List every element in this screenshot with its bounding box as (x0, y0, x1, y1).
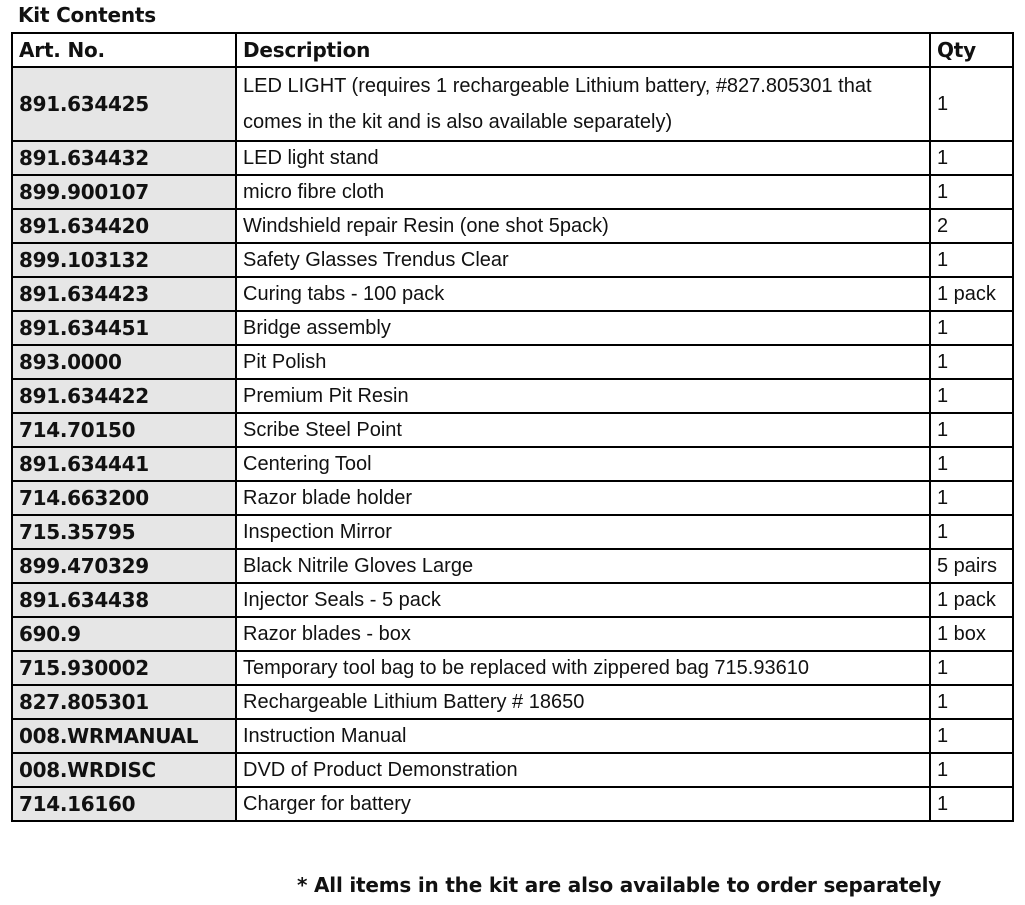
art-no-cell: 891.634420 (12, 209, 236, 243)
description-cell: Premium Pit Resin (236, 379, 930, 413)
table-row (12, 719, 1013, 753)
description-cell: Instruction Manual (236, 719, 930, 753)
column-header-qty: Qty (930, 33, 1013, 67)
table-row (12, 617, 1013, 651)
qty-cell: 1 pack (930, 277, 1013, 311)
qty-cell: 1 (930, 413, 1013, 447)
art-no-cell: 827.805301 (12, 685, 236, 719)
art-no-cell: 715.930002 (12, 651, 236, 685)
qty-cell: 1 (930, 481, 1013, 515)
qty-cell: 1 (930, 345, 1013, 379)
description-cell: Curing tabs - 100 pack (236, 277, 930, 311)
table-row (12, 549, 1013, 583)
page-title: Kit Contents (18, 3, 156, 27)
description-cell: Razor blade holder (236, 481, 930, 515)
qty-cell: 1 (930, 515, 1013, 549)
art-no-cell: 715.35795 (12, 515, 236, 549)
art-no-cell: 891.634423 (12, 277, 236, 311)
table-row (12, 277, 1013, 311)
table-row (12, 447, 1013, 481)
description-cell: Pit Polish (236, 345, 930, 379)
table-row (12, 753, 1013, 787)
table-row (12, 481, 1013, 515)
description-cell: LED light stand (236, 141, 930, 175)
art-no-cell: 008.WRDISC (12, 753, 236, 787)
description-cell: Centering Tool (236, 447, 930, 481)
qty-cell: 1 (930, 67, 1013, 141)
description-cell: Temporary tool bag to be replaced with zippered bag 715.93610 (236, 651, 930, 685)
table-row (12, 175, 1013, 209)
art-no-cell: 891.634432 (12, 141, 236, 175)
table-row (12, 413, 1013, 447)
qty-cell: 1 (930, 379, 1013, 413)
table-row (12, 651, 1013, 685)
art-no-cell: 690.9 (12, 617, 236, 651)
description-cell: Razor blades - box (236, 617, 930, 651)
art-no-cell: 899.470329 (12, 549, 236, 583)
column-header-description: Description (236, 33, 930, 67)
table-row (12, 515, 1013, 549)
qty-cell: 1 (930, 753, 1013, 787)
qty-cell: 1 (930, 787, 1013, 821)
table-row (12, 311, 1013, 345)
description-cell: Inspection Mirror (236, 515, 930, 549)
description-cell: LED LIGHT (requires 1 rechargeable Lithium battery, #827.805301 that comes in the kit and is also available separately) (236, 67, 930, 141)
qty-cell: 1 (930, 447, 1013, 481)
art-no-cell: 714.663200 (12, 481, 236, 515)
art-no-cell: 714.70150 (12, 413, 236, 447)
description-cell: Bridge assembly (236, 311, 930, 345)
table-row (12, 141, 1013, 175)
art-no-cell: 899.900107 (12, 175, 236, 209)
qty-cell: 1 (930, 719, 1013, 753)
art-no-cell: 891.634422 (12, 379, 236, 413)
table-row (12, 345, 1013, 379)
art-no-cell: 891.634451 (12, 311, 236, 345)
description-cell: DVD of Product Demonstration (236, 753, 930, 787)
art-no-cell: 008.WRMANUAL (12, 719, 236, 753)
qty-cell: 1 (930, 175, 1013, 209)
qty-cell: 1 (930, 141, 1013, 175)
description-cell: Safety Glasses Trendus Clear (236, 243, 930, 277)
description-cell: Charger for battery (236, 787, 930, 821)
qty-cell: 1 (930, 651, 1013, 685)
description-cell: micro fibre cloth (236, 175, 930, 209)
table-row (12, 787, 1013, 821)
table-row (12, 67, 1013, 141)
art-no-cell: 893.0000 (12, 345, 236, 379)
table-row (12, 583, 1013, 617)
table-row (12, 379, 1013, 413)
art-no-cell: 891.634441 (12, 447, 236, 481)
qty-cell: 1 box (930, 617, 1013, 651)
table-row (12, 685, 1013, 719)
qty-cell: 1 pack (930, 583, 1013, 617)
column-header-art-no: Art. No. (12, 33, 236, 67)
table-row (12, 243, 1013, 277)
footnote: * All items in the kit are also available to order separately (297, 873, 942, 897)
qty-cell: 1 (930, 311, 1013, 345)
description-cell: Rechargeable Lithium Battery # 18650 (236, 685, 930, 719)
qty-cell: 5 pairs (930, 549, 1013, 583)
description-cell: Windshield repair Resin (one shot 5pack) (236, 209, 930, 243)
qty-cell: 1 (930, 685, 1013, 719)
art-no-cell: 714.16160 (12, 787, 236, 821)
art-no-cell: 899.103132 (12, 243, 236, 277)
table-header-row (12, 33, 1013, 67)
qty-cell: 1 (930, 243, 1013, 277)
art-no-cell: 891.634425 (12, 67, 236, 141)
table-row (12, 209, 1013, 243)
description-cell: Injector Seals - 5 pack (236, 583, 930, 617)
art-no-cell: 891.634438 (12, 583, 236, 617)
description-cell: Black Nitrile Gloves Large (236, 549, 930, 583)
qty-cell: 2 (930, 209, 1013, 243)
kit-contents-table (11, 32, 1014, 822)
description-cell: Scribe Steel Point (236, 413, 930, 447)
